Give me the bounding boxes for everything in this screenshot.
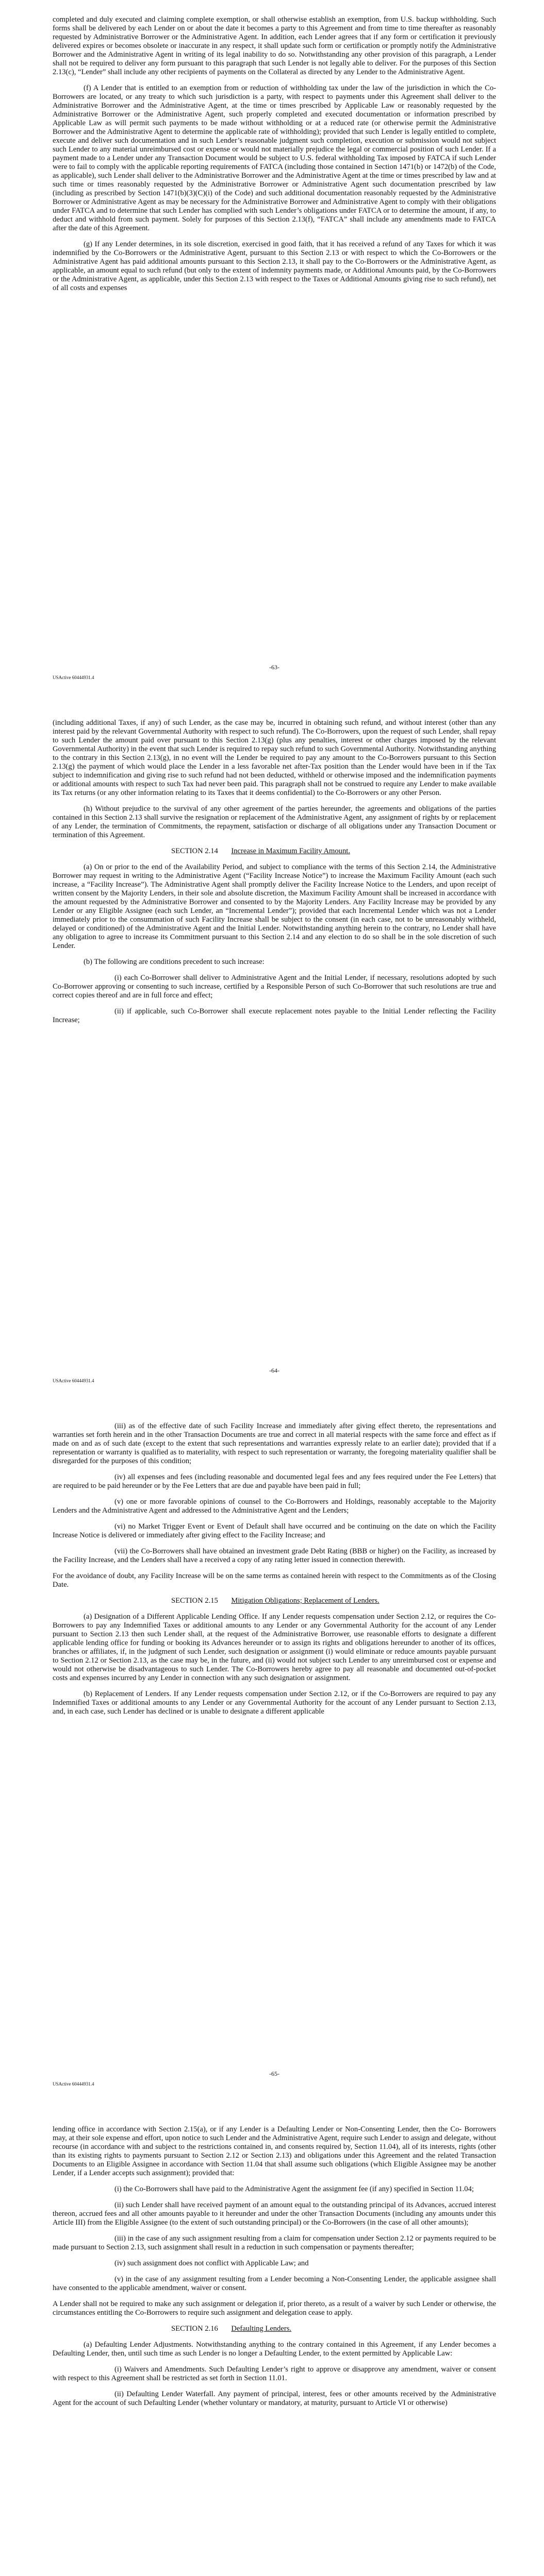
section-heading [53,1597,496,1605]
page-number: -65- [269,2070,279,2077]
document-page-65 [0,1406,544,2110]
section-number: SECTION 2.15 [171,1597,218,1605]
document-id: USActive 60444931.4 [53,675,94,680]
page-body [53,2125,496,2415]
item-ii: (ii) such Lender shall have received payment of an amount equal to the outstanding principal of its Advances, accrued interest thereon, accrued fees and all other amounts payable to it hereunder and under the other Transaction Documents (including any amounts under this Article III) from the Eligible Assignee (to the extent of such outstanding principal) or the Co-Borrowers (in the case of all other amounts); [53,2201,496,2227]
item-ii: (ii) Defaulting Lender Waterfall. Any payment of principal, interest, fees or other amounts received by the Administrative Agent for the account of such Defaulting Lender (whether voluntary or mandatory, at maturity, pursuant to Article VI or otherwise) [53,2390,496,2407]
item-iv: (iv) such assignment does not conflict with Applicable Law; and [114,2259,309,2267]
paragraph-closing: A Lender shall not be required to make any such assignment or delegation if, prior thereto, as a result of a waiver by such Lender or otherwise, the circumstances entitling the Co-Borrowers to require such assignment and delegation cease to apply. [53,2300,496,2317]
document-page-64 [0,703,544,1406]
paragraph-b: (b) The following are conditions precedent to such increase: [84,958,265,966]
item-v: (v) in the case of any assignment resulting from a Lender becoming a Non-Consenting Lender, the applicable assignee shall have consented to the applicable amendment, waiver or consent. [53,2275,496,2292]
paragraph-closing: For the avoidance of doubt, any Facility Increase will be on the same terms as contained herein with respect to the Commitments as of the Closing Date. [53,1572,496,1589]
document-id: USActive 60444931.4 [53,2081,94,2087]
document-page-66 [0,2110,544,2576]
item-i: (i) the Co-Borrowers shall have paid to the Administrative Agent the assignment fee (if any) specified in Section 11.04; [114,2185,474,2193]
paragraph: lending office in accordance with Section 2.15(a), or if any Lender is a Defaulting Lender or Non-Consenting Lender, then the Co- Borrowers may, at their sole expense and effort, upon notice to such Lender and the Administrative Agent, require such Lender to assign and delegate, without recourse (in accordance with and subject to the restrictions contained in, and consents required by, Section 11.04), all of its interests, rights (other than its existing rights to payments pursuant to Section 2.12 or Section 2.13) and obligations under this Agreement and the related Transaction Documents to an Eligible Assignee in accordance with Section 11.04 that shall assume such obligations (which Eligible Assignee may be another Lender, if a Lender accepts such assignment); provided that: [53,2125,496,2177]
section-title: Increase in Maximum Facility Amount. [231,847,350,855]
section-number: SECTION 2.16 [171,2325,218,2333]
document-id: USActive 60444931.4 [53,1378,94,1383]
item-vi: (vi) no Market Trigger Event or Event of Default shall have occurred and be continuing on the date on which the Facility Increase Notice is delivered or immediately after giving effect to the Facility Increase; and [53,1522,496,1539]
item-i: (i) each Co-Borrower shall deliver to Administrative Agent and the Initial Lender, if necessary, resolutions adopted by such Co-Borrower approving or consenting to such increase, certified by a Responsible Person of such Co-Borrower that such resolutions are true and correct copies thereof and are in full force and effect; [53,974,496,999]
item-iii: (iii) as of the effective date of such Facility Increase and immediately after giving effect thereto, the representations and warranties set forth herein and in the other Transaction Documents are true and correct in all material respects with the same force and effect as if made on and as of such date (except to the extent that such representations and warranties expressly relate to an earlier date); provided that if a representation or warranty is qualified as to materiality, with respect to such representation or warranty, the foregoing materiality qualifier shall be disregarded for the purposes of this condition; [53,1422,496,1465]
paragraph-g: (g) If any Lender determines, in its sole discretion, exercised in good faith, that it has received a refund of any Taxes for which it was indemnified by the Co-Borrowers or the Administrative Agent, pursuant to this Section 2.13 or with respect to which the Co-Borrowers or the Administrative Agent has paid additional amounts pursuant to this Section 2.13, it shall pay to the Co-Borrowers or the Administrative Agent, as applicable, an amount equal to such refund (but only to the extent of indemnity payments made, or Additional Amounts paid, by the Co-Borrowers or the Administrative Agent, as applicable, under this Section 2.13 with respect to the Taxes or Additional Amounts giving rise to such refund), net of all costs and expenses [53,240,496,292]
paragraph-f: (f) A Lender that is entitled to an exemption from or reduction of withholding tax under the law of the jurisdiction in which the Co-Borrowers are located, or any treaty to which such jurisdiction is a party, with respect to payments under this Agreement shall deliver to the Administrative Borrower and the Administrative Agent, at the time or times prescribed by Applicable Law or reasonably requested by the Administrative Borrower or the Administrative Agent, such properly completed and executed documentation or information prescribed by Applicable Law as will permit such payments to be made without withholding or at a reduced rate (or otherwise permit the Administrative Borrower and the Administrative Agent to determine the applicable rate of withholding); provided that such Lender is legally entitled to complete, execute and deliver such documentation and in such Lender’s reasonable judgment such completion, execution or submission would not subject such Lender to any material unreimbursed cost or expense or would not materially prejudice the legal or commercial position of such Lender. If a payment made to a Lender under any Transaction Document would be subject to U.S. federal withholding Tax imposed by FATCA if such Lender were to fail to comply with the applicable reporting requirements of FATCA (including those contained in Section 1471(b) or 1472(b) of the Code, as applicable), such Lender shall deliver to the Administrative Borrower and the Administrative Agent at the time or times prescribed by law and at such time or times reasonably requested by the Administrative Borrower or Administrative Agent such documentation prescribed by law (including as prescribed by Section 1471(b)(3)(C)(i) of the Code) and such additional documentation reasonably requested by the Administrative Borrower or Administrative Agent as may be necessary for the Administrative Borrower and Administrative Agent to comply with their obligations under FATCA and to determine that such Lender has complied with such Lender’s obligations under FATCA or to determine the amount, if any, to deduct and withhold from such payment. Solely for purposes of this Section 2.13(f), “FATCA” shall include any amendments made to FATCA after the date of this Agreement. [53,84,496,232]
page-body [53,15,496,300]
item-iv: (iv) all expenses and fees (including reasonable and documented legal fees and any fees required under the Fee Letters) that are required to be paid hereunder or by the Fee Letters that are due and payable have been paid in full; [53,1473,496,1490]
page-number: -64- [269,1367,279,1374]
paragraph: (including additional Taxes, if any) of such Lender, as the case may be, incurred in obtaining such refund, and without interest (other than any interest paid by the relevant Governmental Authority with respect to such refund). The Co-Borrowers, upon the request of such Lender, shall repay to such Lender the amount paid over pursuant to this Section 2.13(g) (plus any penalties, interest or other charges imposed by the relevant Governmental Authority) in the event that such Lender is required to repay such refund to such Governmental Authority. Notwithstanding anything to the contrary in this Section 2.13(g), in no event will the Lender be required to pay any amount to the Co-Borrowers pursuant to this Section 2.13(g) the payment of which would place the Lender in a less favorable net after-Tax position than the Lender would have been in if the Tax subject to indemnification and giving rise to such refund had not been deducted, withheld or otherwise imposed and the indemnification payments or additional amounts with respect to such Tax had never been paid. This paragraph shall not be construed to require any Lender to make available its Tax returns (or any other information relating to its Taxes that it deems confidential) to the Co-Borrowers or any other Person. [53,719,496,797]
item-v: (v) one or more favorable opinions of counsel to the Co-Borrowers and Holdings, reasonably acceptable to the Majority Lenders and the Administrative Agent and addressed to the Administrative Agent and the Lenders; [53,1498,496,1515]
item-iii: (iii) in the case of any such assignment resulting from a claim for compensation under Section 2.12 or payments required to be made pursuant to Section 2.13, such assignment shall result in a reduction in such compensation or payments thereafter; [53,2234,496,2251]
section-number: SECTION 2.14 [171,847,218,855]
section-title: Defaulting Lenders. [231,2325,292,2333]
section-heading [53,847,496,856]
paragraph-a: (a) Designation of a Different Applicable Lending Office. If any Lender requests compensation under Section 2.12, or requires the Co-Borrowers to pay any Indemnified Taxes or additional amounts to any Lender or any Governmental Authority for the account of any Lender pursuant to Section 2.13 then such Lender shall, at the request of the Administrative Borrower, use reasonable efforts to designate a different applicable lending office for funding or booking its Advances hereunder or to assign its rights and obligations hereunder to another of its offices, branches or affiliates, if, in the judgment of such Lender, such designation or assignment (i) would eliminate or reduce amounts payable pursuant to Section 2.12 or Section 2.13, as the case may be, in the future, and (ii) would not subject such Lender to any unreimbursed cost or expense and would not otherwise be disadvantageous to such Lender. The Co-Borrowers hereby agree to pay all reasonable and documented out-of-pocket costs and expenses incurred by any Lender in connection with any such designation or assignment. [53,1613,496,1682]
item-i: (i) Waivers and Amendments. Such Defaulting Lender’s right to approve or disapprove any amendment, waiver or consent with respect to this Agreement shall be restricted as set forth in Section 11.01. [53,2365,496,2382]
page-body [53,1422,496,1723]
document-page-63 [0,0,544,703]
item-vii: (vii) the Co-Borrowers shall have obtained an investment grade Debt Rating (BBB or higher) on the Facility, as increased by the Facility Increase, and the Lenders shall have a received a copy of any rating letter issued in connection therewith. [53,1547,496,1564]
page-body [53,719,496,1032]
paragraph-h: (h) Without prejudice to the survival of any other agreement of the parties hereunder, the agreements and obligations of the parties contained in this Section 2.13 shall survive the resignation or replacement of the Administrative Agent, any assignment of rights by or replacement of any Lender, the termination of Commitments, the repayment, satisfaction or discharge of all obligations under any Transaction Document or termination of this Agreement. [53,805,496,839]
section-title: Mitigation Obligations; Replacement of Lenders. [231,1597,380,1605]
item-ii: (ii) if applicable, such Co-Borrower shall execute replacement notes payable to the Initial Lender reflecting the Facility Increase; [53,1007,496,1024]
section-heading [53,2325,496,2333]
paragraph-a: (a) Defaulting Lender Adjustments. Notwithstanding anything to the contrary contained in this Agreement, if any Lender becomes a Defaulting Lender, then, until such time as such Lender is no longer a Defaulting Lender, to the extent permitted by Applicable Law: [53,2341,496,2358]
page-number: -63- [269,664,279,671]
paragraph-b: (b) Replacement of Lenders. If any Lender requests compensation under Section 2.12, or if the Co-Borrowers are required to pay any Indemnified Taxes or additional amounts to any Lender or any Governmental Authority for the account of any Lender pursuant to Section 2.13, and, in each case, such Lender has declined or is unable to designate a different applicable [53,1690,496,1716]
paragraph: completed and duly executed and claiming complete exemption, or shall otherwise establish an exemption, from U.S. backup withholding. Such forms shall be delivered by each Lender on or about the date it becomes a party to this Agreement and from time to time thereafter as reasonably requested by Administrative Borrower or the Administrative Agent. In addition, each Lender agrees that if any form or certification it previously delivered expires or becomes obsolete or inaccurate in any respect, it shall update such form or certification or promptly notify the Administrative Borrower and the Administrative Agent in writing of its legal inability to do so. Notwithstanding any other provision of this paragraph, a Lender shall not be required to deliver any form pursuant to this paragraph that such Lender is not legally able to deliver. For the purposes of this Section 2.13(c), “Lender” shall include any other recipients of payments on the Collateral as directed by any Lender to the Administrative Agent. [53,15,496,76]
paragraph-a: (a) On or prior to the end of the Availability Period, and subject to compliance with the terms of this Section 2.14, the Administrative Borrower may request in writing to the Administrative Agent (“Facility Increase Notice”) to increase the Maximum Facility Amount (each such increase, a “Facility Increase”). The Administrative Agent shall promptly deliver the Facility Increase Notice to the Lenders, and upon receipt of written consent by the Majority Lenders, in their sole and absolute discretion, the Maximum Facility Amount shall be increased in accordance with the amount requested by the Administrative Borrower and consented to by the Majority Lenders. Any Facility Increase may be provided by any Lender or any Eligible Assignee (each such Lender, an “Incremental Lender”); provided that each Incremental Lender which was not a Lender immediately prior to the consummation of such Facility Increase shall be subject to the consent (in each case, not to be unreasonably withheld, delayed or conditioned) of the Administrative Agent and the Initial Lender. Notwithstanding anything herein to the contrary, no Lender shall have any obligation to agree to increase its Commitment pursuant to this Section 2.14 and any election to do so shall be in the sole discretion of such Lender. [53,863,496,950]
